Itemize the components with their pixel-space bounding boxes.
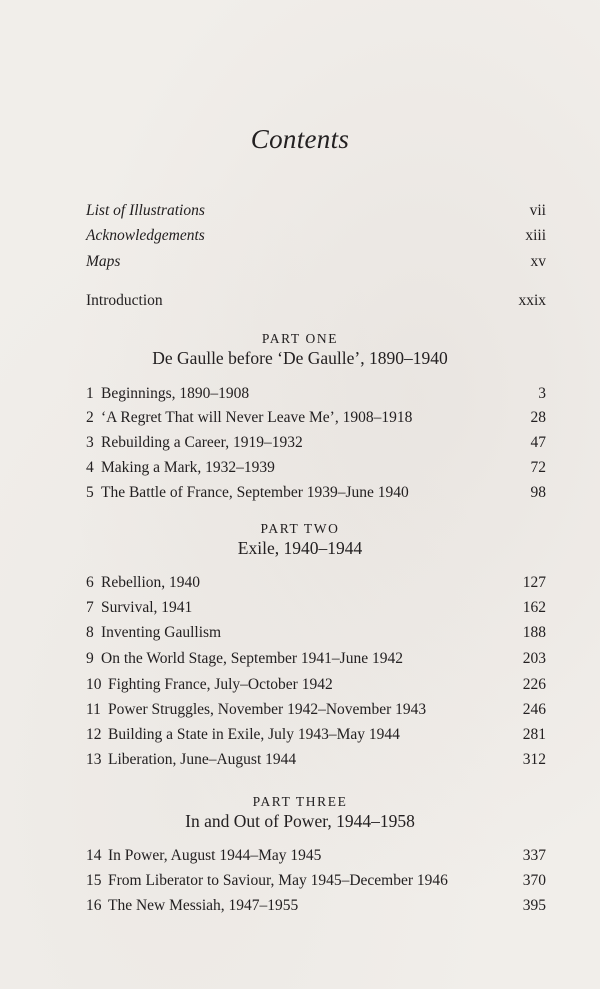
toc-chapter[interactable] bbox=[86, 895, 546, 917]
toc-entry-introduction[interactable] bbox=[86, 290, 546, 312]
toc-entry-list-of-illustrations[interactable] bbox=[86, 200, 546, 222]
chapter-title: Fighting France, July–October 1942 bbox=[108, 676, 333, 693]
chapter-page: 370 bbox=[522, 872, 546, 889]
chapter-title: Building a State in Exile, July 1943–May 1944 bbox=[108, 726, 400, 743]
toc-chapter[interactable] bbox=[86, 407, 546, 429]
chapter-title: Survival, 1941 bbox=[101, 599, 193, 616]
chapter-number: 9 bbox=[86, 650, 94, 667]
chapter-title: Liberation, June–August 1944 bbox=[108, 751, 297, 768]
chapter-title: From Liberator to Saviour, May 1945–December 1946 bbox=[108, 872, 448, 889]
toc-entry-page: vii bbox=[529, 202, 546, 219]
chapter-page: 127 bbox=[522, 574, 546, 591]
chapter-page: 72 bbox=[530, 459, 546, 476]
chapter-title: Rebuilding a Career, 1919–1932 bbox=[101, 434, 303, 451]
chapter-number: 4 bbox=[86, 459, 94, 476]
chapter-page: 203 bbox=[522, 650, 546, 667]
chapter-page: 226 bbox=[522, 676, 546, 693]
table-of-contents bbox=[86, 0, 546, 989]
chapter-title: Inventing Gaullism bbox=[101, 624, 222, 641]
toc-chapter[interactable] bbox=[86, 749, 546, 771]
chapter-title: Making a Mark, 1932–1939 bbox=[101, 459, 275, 476]
toc-chapter[interactable] bbox=[86, 648, 546, 670]
chapter-page: 281 bbox=[522, 726, 546, 743]
toc-chapter[interactable] bbox=[86, 674, 546, 696]
chapter-title: The New Messiah, 1947–1955 bbox=[108, 897, 299, 914]
chapter-page: 28 bbox=[530, 409, 546, 426]
toc-chapter[interactable] bbox=[86, 597, 546, 619]
toc-chapter[interactable] bbox=[86, 457, 546, 479]
chapter-number: 1 bbox=[86, 385, 94, 402]
chapter-number: 3 bbox=[86, 434, 94, 451]
toc-entry-label: Introduction bbox=[86, 292, 163, 309]
chapter-title: The Battle of France, September 1939–June 1940 bbox=[101, 484, 409, 501]
toc-entry-acknowledgements[interactable] bbox=[86, 225, 546, 247]
toc-entry-label: Acknowledgements bbox=[86, 227, 205, 244]
chapter-page: 395 bbox=[522, 897, 546, 914]
chapter-page: 337 bbox=[522, 847, 546, 864]
chapter-number: 16 bbox=[86, 897, 102, 914]
chapter-number: 10 bbox=[86, 676, 102, 693]
chapter-number: 6 bbox=[86, 574, 94, 591]
part-heading: PART ONE bbox=[261, 331, 339, 346]
chapter-number: 11 bbox=[86, 701, 101, 718]
part-heading: PART THREE bbox=[252, 794, 348, 809]
toc-chapter[interactable] bbox=[86, 699, 546, 721]
chapter-title: ‘A Regret That will Never Leave Me’, 1908–1918 bbox=[101, 409, 413, 426]
part-title: De Gaulle before ‘De Gaulle’, 1890–1940 bbox=[152, 348, 448, 368]
chapter-number: 12 bbox=[86, 726, 102, 743]
chapter-title: Beginnings, 1890–1908 bbox=[101, 385, 250, 402]
chapter-page: 98 bbox=[530, 484, 546, 501]
toc-chapter[interactable] bbox=[86, 724, 546, 746]
chapter-number: 2 bbox=[86, 409, 94, 426]
chapter-page: 47 bbox=[530, 434, 546, 451]
chapter-title: Power Struggles, November 1942–November 1943 bbox=[108, 701, 427, 718]
chapter-page: 312 bbox=[522, 751, 546, 768]
chapter-number: 5 bbox=[86, 484, 94, 501]
chapter-page: 162 bbox=[522, 599, 546, 616]
chapter-number: 8 bbox=[86, 624, 94, 641]
toc-entry-label: List of Illustrations bbox=[86, 202, 205, 219]
toc-chapter[interactable] bbox=[86, 432, 546, 454]
page-title: Contents bbox=[250, 124, 350, 154]
toc-chapter[interactable] bbox=[86, 845, 546, 867]
toc-chapter[interactable] bbox=[86, 870, 546, 892]
toc-entry-page: xv bbox=[530, 253, 546, 270]
chapter-title: On the World Stage, September 1941–June 1942 bbox=[101, 650, 403, 667]
chapter-title: Rebellion, 1940 bbox=[101, 574, 201, 591]
toc-entry-page: xiii bbox=[525, 227, 546, 244]
chapter-title: In Power, August 1944–May 1945 bbox=[108, 847, 322, 864]
toc-entry-label: Maps bbox=[86, 253, 121, 270]
chapter-page: 246 bbox=[522, 701, 546, 718]
toc-chapter[interactable] bbox=[86, 383, 546, 405]
toc-chapter[interactable] bbox=[86, 622, 546, 644]
toc-chapter[interactable] bbox=[86, 572, 546, 594]
part-title: Exile, 1940–1944 bbox=[237, 538, 363, 558]
chapter-number: 7 bbox=[86, 599, 94, 616]
chapter-page: 3 bbox=[538, 385, 546, 402]
toc-chapter[interactable] bbox=[86, 482, 546, 504]
chapter-number: 14 bbox=[86, 847, 102, 864]
chapter-number: 15 bbox=[86, 872, 102, 889]
part-heading: PART TWO bbox=[260, 521, 340, 536]
toc-entry-page: xxix bbox=[518, 292, 546, 309]
chapter-number: 13 bbox=[86, 751, 102, 768]
chapter-page: 188 bbox=[522, 624, 546, 641]
part-title: In and Out of Power, 1944–1958 bbox=[185, 811, 415, 831]
toc-entry-maps[interactable] bbox=[86, 251, 546, 273]
